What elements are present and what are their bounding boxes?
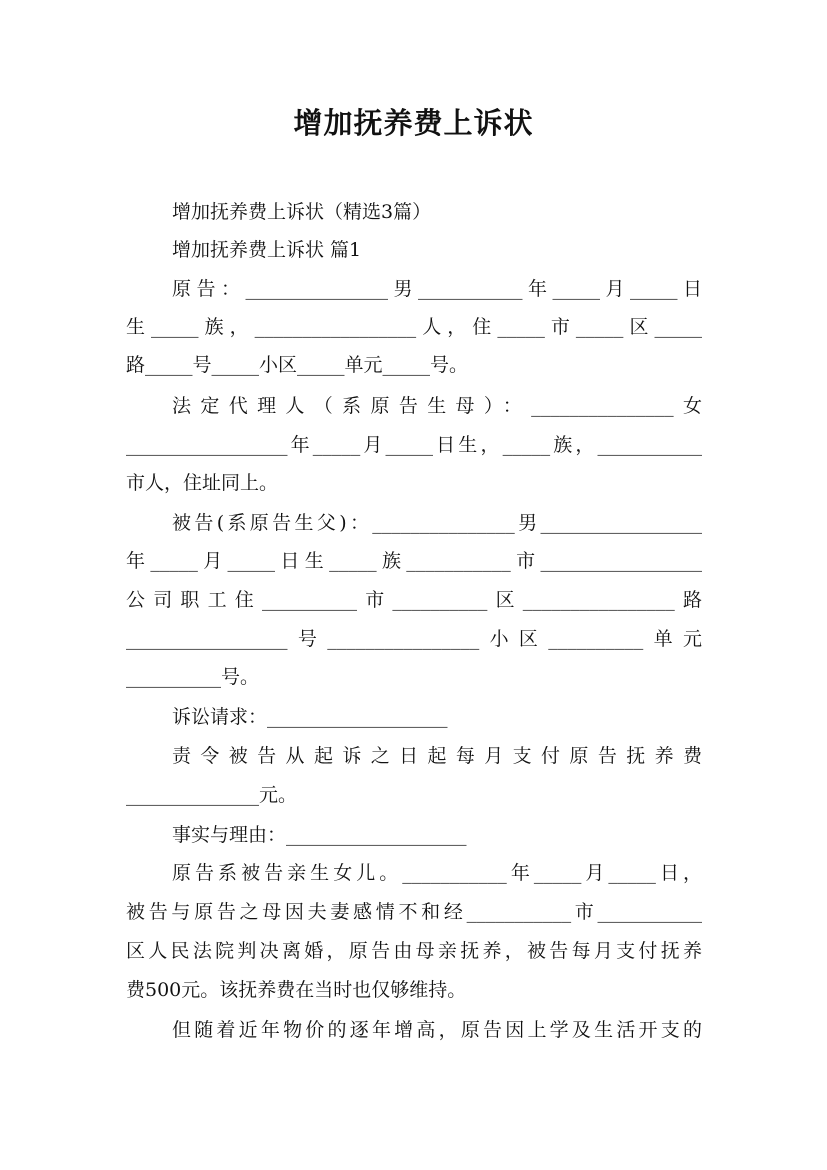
defendant-line-3: 公司职工住__________市__________区________________路	[126, 589, 702, 611]
guardian-line-2: _________________年_____月_____日生，_____族，___________	[126, 434, 702, 456]
plaintiff-line-1: 原告：_______________男___________年_____月_____日	[172, 278, 702, 300]
defendant-line-2: 年_____月_____日生_____族___________市_________________	[126, 550, 702, 572]
section-heading: 增加抚养费上诉状 篇1	[172, 239, 362, 261]
plaintiff-line-3: 路_____号_____小区_____单元_____号。	[126, 354, 469, 376]
guardian-line-1: 法定代理人（系原告生母）：_______________女	[172, 395, 702, 417]
facts-line-5: 但随着近年物价的逐年增高，原告因上学及生活开支的	[172, 1019, 702, 1041]
defendant-line-5: __________号。	[126, 666, 260, 688]
facts-line-3: 区人民法院判决离婚，原告由母亲抚养，被告每月支付抚养	[126, 940, 702, 962]
subtitle-line: 增加抚养费上诉状（精选3篇）	[172, 201, 432, 223]
defendant-line-4: _________________号________________小区__________单元	[126, 628, 702, 650]
claims-line-1: 责令被告从起诉之日起每月支付原告抚养费	[172, 745, 702, 767]
facts-line-4: 费500元。该抚养费在当时也仅够维持。	[126, 979, 467, 1001]
defendant-line-1: 被告(系原告生父)：_______________男_________________	[172, 512, 702, 534]
guardian-line-3: 市人，住址同上。	[126, 472, 279, 494]
facts-line-1: 原告系被告亲生女儿。___________年_____月_____日，	[172, 862, 702, 884]
facts-heading: 事实与理由：___________________	[172, 824, 467, 846]
facts-line-2: 被告与原告之母因夫妻感情不和经___________市___________	[126, 901, 702, 923]
plaintiff-line-2: 生_____族，_________________人，住_____市_____区_____	[126, 316, 702, 338]
claims-heading: 诉讼请求：___________________	[172, 706, 448, 728]
document-title: 增加抚养费上诉状	[293, 106, 534, 140]
claims-line-2: ______________元。	[126, 784, 298, 806]
